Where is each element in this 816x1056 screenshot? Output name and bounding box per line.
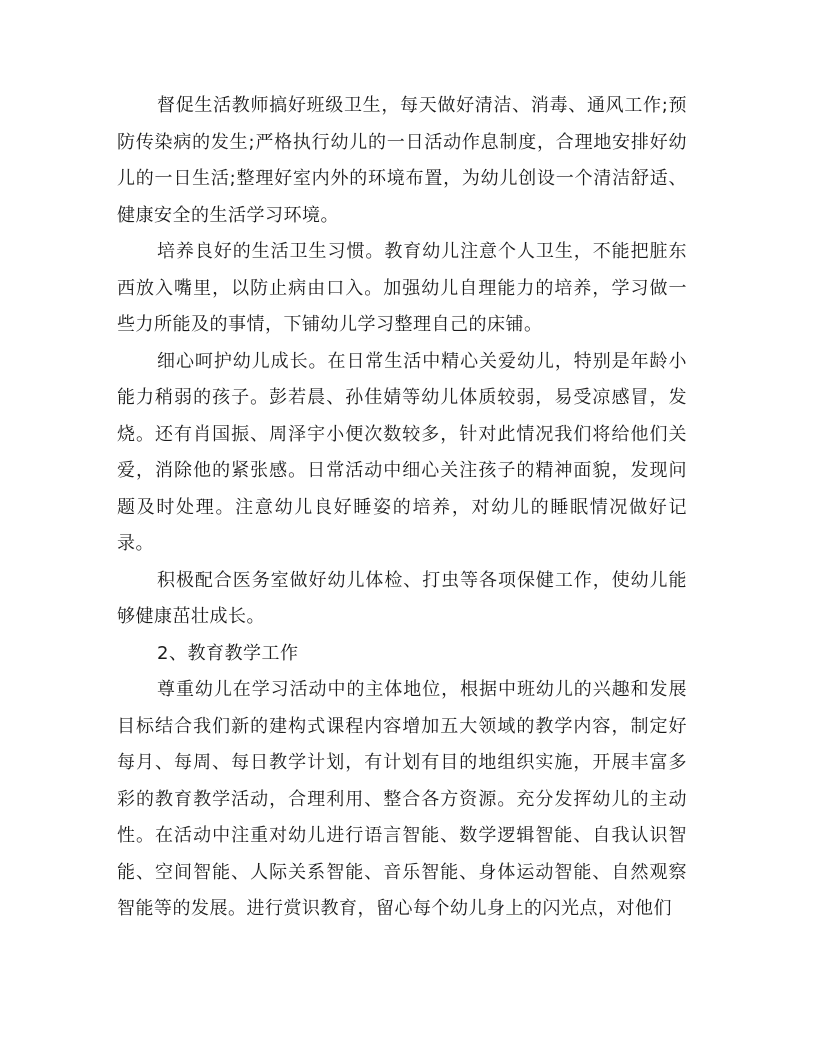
section-heading-education: 2、教育教学工作: [157, 642, 299, 664]
paragraph-hygiene-habits: 培养良好的生活卫生习惯。教育幼儿注意个人卫生，不能把脏东西放入嘴里，以防止病由口入。加强幼儿自理能力的培养，学习做一些力所能及的事情，下铺幼儿学习整理自己的床铺。: [117, 241, 687, 335]
document-body: [117, 88, 687, 928]
paragraph-health-checks: 积极配合医务室做好幼儿体检、打虫等各项保健工作，使幼儿能够健康茁壮成长。: [117, 569, 687, 627]
paragraph-hygiene-duties: 督促生活教师搞好班级卫生，每天做好清洁、消毒、通风工作;预防传染病的发生;严格执行幼儿的一日活动作息制度，合理地安排好幼儿的一日生活;整理好室内外的环境布置，为幼儿创设一个清洁舒适、健康安全的生活学习环境。: [117, 95, 687, 226]
paragraph-child-care: 细心呵护幼儿成长。在日常生活中精心关爱幼儿，特别是年龄小能力稍弱的孩子。彭若晨、孙佳婧等幼儿体质较弱，易受凉感冒，发烧。还有肖国振、周泽宇小便次数较多，针对此情况我们将给他们关爱，消除他的紧张感。日常活动中细心关注孩子的精神面貌，发现问题及时处理。注意幼儿良好睡姿的培养，对幼儿的睡眠情况做好记录。: [117, 350, 687, 554]
paragraph-education-work: 尊重幼儿在学习活动中的主体地位，根据中班幼儿的兴趣和发展目标结合我们新的建构式课程内容增加五大领域的教学内容，制定好每月、每周、每日教学计划，有计划有目的地组织实施，开展丰富多彩的教育教学活动，合理利用、整合各方资源。充分发挥幼儿的主动性。在活动中注重对幼儿进行语言智能、数学逻辑智能、自我认识智能、空间智能、人际关系智能、音乐智能、身体运动智能、自然观察智能等的发展。进行赏识教育，留心每个幼儿身上的闪光点，对他们: [117, 679, 687, 919]
